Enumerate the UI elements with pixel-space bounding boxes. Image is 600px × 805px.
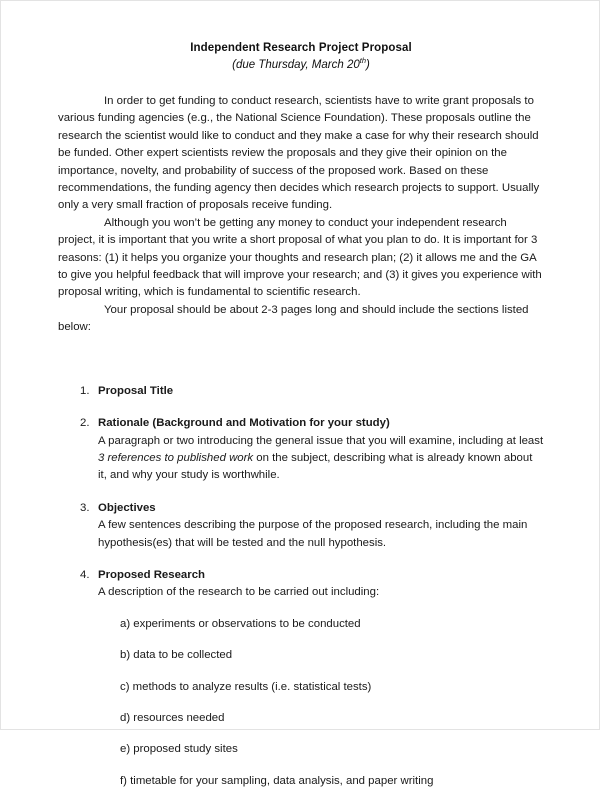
section-number: 3. (80, 501, 90, 514)
section-number: 1. (80, 384, 90, 397)
proposed-research-subitems (98, 616, 544, 790)
subtitle-closing-paren: ) (366, 59, 370, 71)
document-subtitle (58, 57, 544, 73)
section-heading: Objectives (98, 501, 156, 514)
intro-paragraph-2: Although you won’t be getting any money to conduct your independent research project, it is important that you write a short proposal of what you plan to do. It is important for 3 reasons: (1) it helps you organize your thoughts and research plan; (2) it allows me and the GA to give you helpful feedback that will improve your research; and (3) it gives you experience with proposal writing, which is fundamental to scientific research. (58, 216, 542, 299)
list-item: d) resources needed (120, 711, 225, 724)
proposal-sections-list (58, 383, 544, 791)
list-item: e) proposed study sites (120, 743, 238, 756)
list-item (58, 567, 544, 790)
description-text-before: A paragraph or two introducing the general issue that you will examine, including at least (98, 434, 544, 447)
section-number: 2. (80, 417, 90, 430)
list-item: f) timetable for your sampling, data analysis, and paper writing (120, 774, 434, 787)
section-heading: Proposed Research (98, 568, 205, 581)
list-item: c) methods to analyze results (i.e. statistical tests) (120, 680, 372, 693)
section-description (98, 433, 544, 485)
subtitle-prefix: (due Thursday, March 20 (232, 59, 360, 71)
list-item (58, 500, 544, 552)
section-heading: Proposal Title (98, 384, 174, 397)
intro-paragraph-1: In order to get funding to conduct research, scientists have to write grant proposals to various funding agencies (e.g., the National Science Foundation). These proposals outline the research the scientist would like to conduct and they make a case for why their research should be funded. Other expert scientists review the proposals and they give their opinion on the importance, novelty, and probability of success of the proposed work. Based on these recommendations, the funding agency then decides which research projects to support. Usually only a very small fraction of proposals receive funding. (58, 95, 540, 212)
section-description: A few sentences describing the purpose of the proposed research, including the main hypothesis(es) that will be tested and the null hypothesis. (98, 519, 528, 549)
list-item (58, 415, 544, 485)
document-title: Independent Research Project Proposal (190, 42, 412, 54)
list-item (58, 383, 544, 400)
section-number: 4. (80, 568, 90, 581)
description-text-after: on the subject, describing what is already known about it, and why your study is worthwhile. (98, 451, 533, 482)
description-emphasis: 3 references to published work (98, 451, 254, 464)
subtitle-ordinal-suffix: th (359, 56, 367, 66)
list-item: b) data to be collected (120, 649, 233, 662)
document-body (58, 1, 544, 805)
section-heading: Rationale (Background and Motivation for your study) (98, 417, 390, 430)
intro-paragraph-3: Your proposal should be about 2-3 pages long and should include the sections listed below: (58, 303, 529, 334)
list-item: a) experiments or observations to be conducted (120, 617, 361, 630)
section-description: A description of the research to be carried out including: (98, 586, 380, 599)
